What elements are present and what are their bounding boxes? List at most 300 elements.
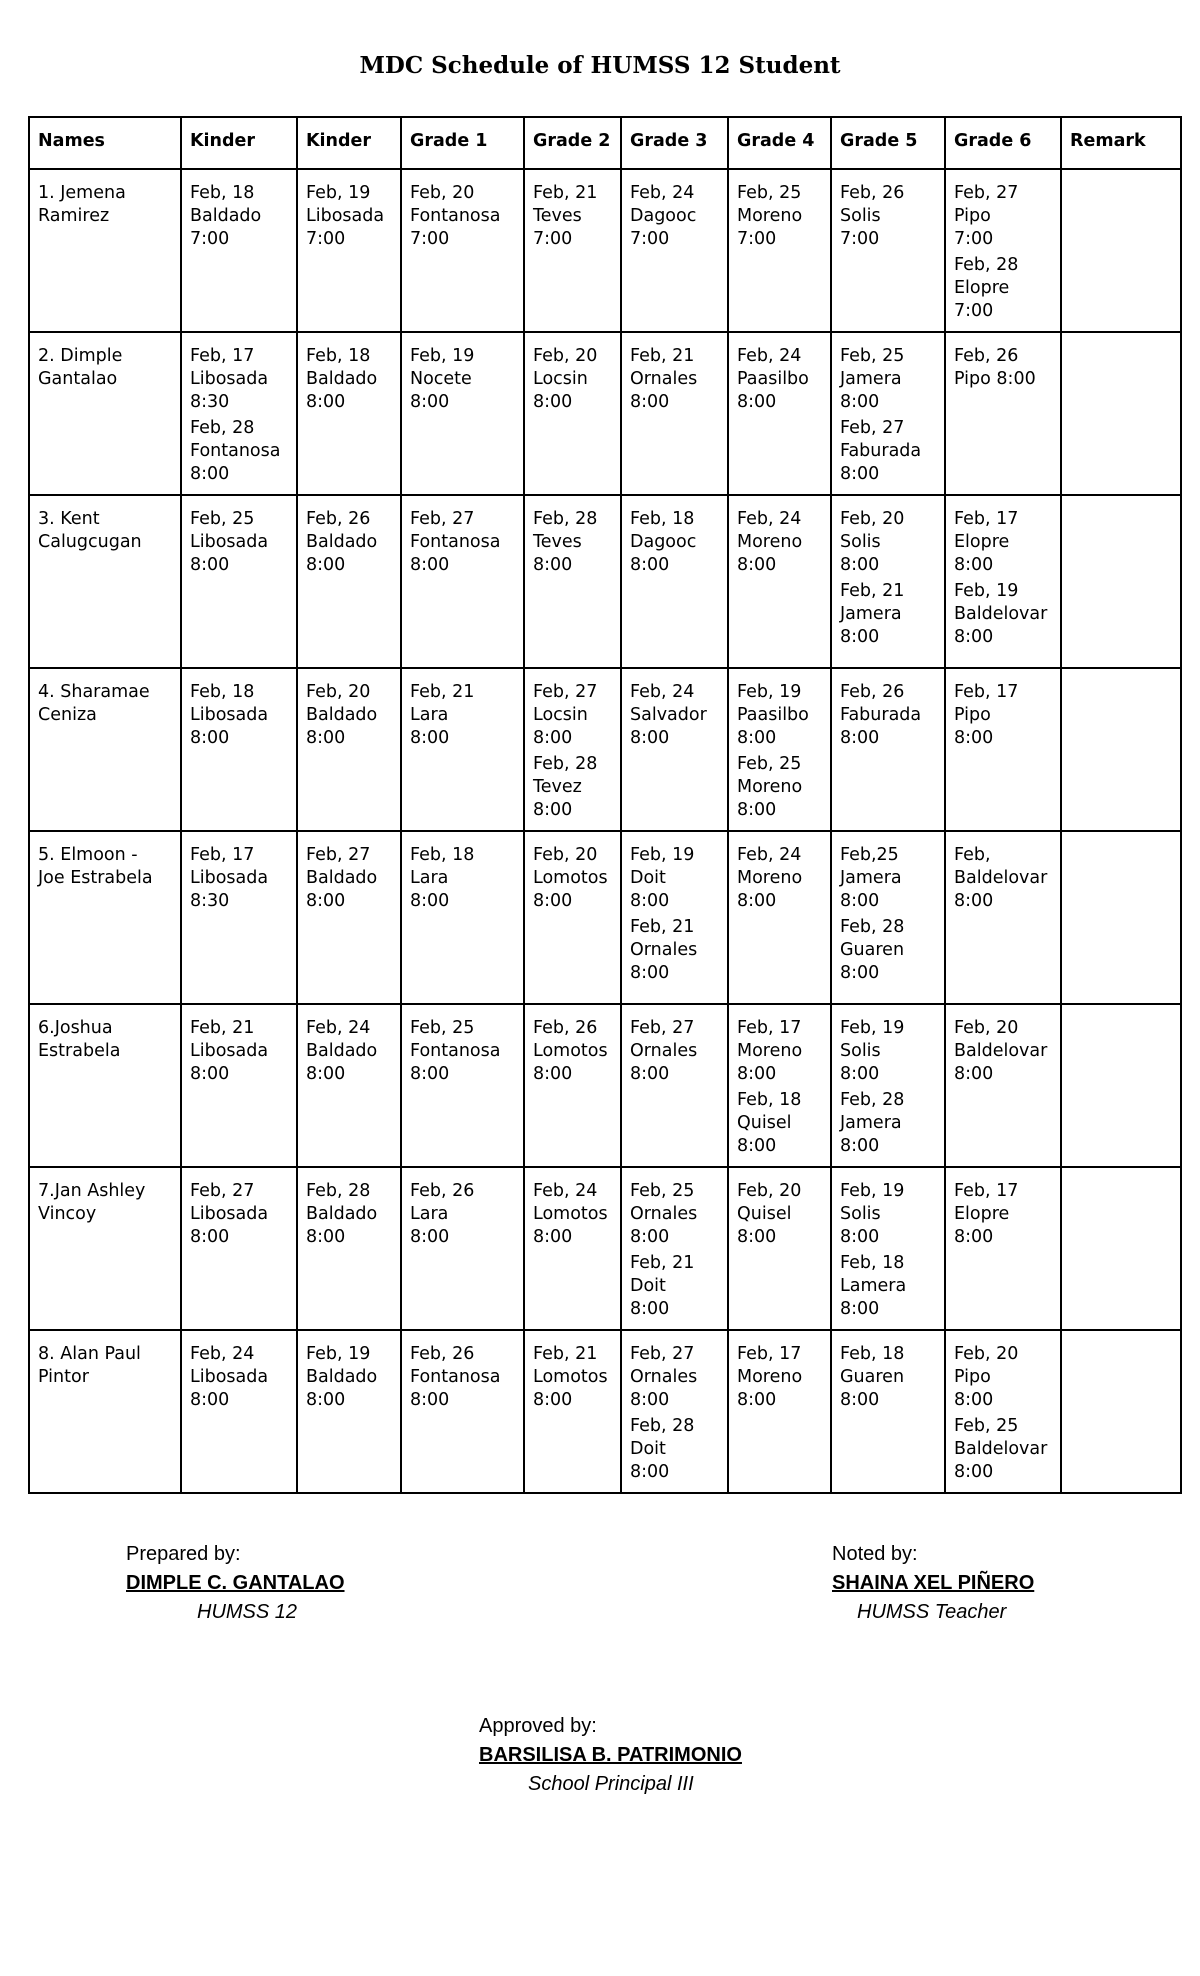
schedule-entry-line: 8:00 [630, 1389, 670, 1410]
remark-cell [1061, 332, 1181, 495]
schedule-entry-line: Jamera [840, 368, 902, 389]
schedule-cell [831, 332, 945, 495]
schedule-entry-line: 7:00 [410, 228, 450, 249]
schedule-entry-line: 8:00 [737, 799, 777, 820]
schedule-entry-line: Feb, 24 [190, 1344, 255, 1364]
schedule-entry-line: Feb, 19 [954, 581, 1019, 602]
schedule-entry-line: 8:00 [840, 1298, 880, 1319]
student-name-cell [29, 169, 181, 332]
header-row [29, 117, 1181, 169]
schedule-cell [831, 831, 945, 1004]
schedule-entry [306, 681, 392, 749]
schedule-entry-line: Baldelovar [954, 1439, 1048, 1460]
schedule-entry-line: Feb, 27 [630, 1018, 695, 1038]
schedule-entry [533, 508, 612, 576]
schedule-entry-line: Libosada [190, 1203, 269, 1224]
col-header-names: Names [29, 117, 181, 169]
student-name-line: 4. Sharamae [38, 682, 150, 702]
schedule-entry [630, 916, 719, 984]
schedule-entry-line: Guaren [840, 1366, 905, 1387]
schedule-entry-line: 8:00 [840, 391, 880, 412]
schedule-entry-line: Pipo [954, 1366, 991, 1387]
schedule-entry-line: Moreno [737, 531, 803, 552]
schedule-entry-line: Libosada [190, 531, 269, 552]
schedule-entry-line: Faburada [840, 704, 922, 725]
schedule-entry-line: Feb, 26 [840, 183, 905, 203]
schedule-cell [524, 668, 621, 831]
schedule-entry-line: 8:00 [840, 626, 880, 647]
schedule-entry-line: Moreno [737, 205, 803, 226]
schedule-entry-line: Lara [410, 1203, 449, 1224]
student-name-line: Ceniza [38, 704, 97, 725]
schedule-entry [533, 1343, 612, 1411]
schedule-entry-line: Feb, 25 [190, 509, 255, 529]
schedule-cell [297, 668, 401, 831]
schedule-entry-line: Solis [840, 1203, 881, 1224]
schedule-entry-line: 7:00 [533, 228, 573, 249]
schedule-entry-line: Locsin [533, 368, 588, 389]
schedule-entry-line: 8:00 [954, 1226, 994, 1247]
schedule-entry [840, 681, 936, 749]
schedule-entry [630, 182, 719, 250]
student-name-line: 5. Elmoon - [38, 845, 138, 865]
schedule-entry [306, 1180, 392, 1248]
schedule-entry-line: 8:00 [190, 1226, 230, 1247]
schedule-entry-line: Baldelovar [954, 867, 1048, 888]
schedule-entry [954, 1415, 1052, 1483]
schedule-entry-line: Ornales [630, 1040, 698, 1061]
schedule-entry [840, 844, 936, 912]
schedule-entry-line: Feb, 19 [306, 183, 371, 203]
student-name-line: Vincoy [38, 1203, 97, 1224]
schedule-entry [737, 681, 822, 749]
schedule-cell [621, 332, 728, 495]
schedule-entry-line: 8:00 [840, 463, 880, 484]
schedule-cell [181, 1330, 297, 1493]
schedule-entry [840, 1343, 936, 1411]
schedule-entry-line: Feb, 28 [533, 509, 598, 529]
schedule-entry-line: Quisel [737, 1203, 792, 1224]
schedule-entry-line: Tevez [533, 777, 582, 798]
schedule-entry [410, 508, 515, 576]
schedule-entry-line: Fontanosa [410, 531, 501, 552]
schedule-cell [621, 1167, 728, 1330]
schedule-entry-line: Ornales [630, 940, 698, 961]
schedule-entry-line: Feb, 19 [630, 845, 695, 865]
schedule-cell [524, 831, 621, 1004]
prepared-by-role: HUMSS 12 [197, 1601, 298, 1623]
schedule-cell [401, 668, 524, 831]
schedule-entry-line: Feb, 20 [954, 1344, 1019, 1364]
schedule-cell [728, 1330, 831, 1493]
schedule-entry-line: Feb, 21 [533, 1344, 598, 1364]
schedule-cell [297, 831, 401, 1004]
schedule-entry-line: Feb, 28 [306, 1181, 371, 1201]
schedule-entry-line: Feb, 26 [410, 1344, 475, 1364]
schedule-entry-line: Fontanosa [410, 1366, 501, 1387]
schedule-entry [840, 1180, 936, 1248]
schedule-entry-line: 8:00 [954, 626, 994, 647]
schedule-entry-line: Feb, 18 [840, 1344, 905, 1364]
schedule-entry [190, 1017, 288, 1085]
schedule-entry-line: 8:00 [954, 1461, 994, 1482]
schedule-entry-line: Libosada [190, 704, 269, 725]
schedule-entry-line: 8:30 [190, 391, 230, 412]
schedule-entry-line: 8:00 [954, 1389, 994, 1410]
prepared-by-label: Prepared by: [126, 1543, 241, 1565]
schedule-entry [533, 844, 612, 912]
schedule-entry-line: Feb, 26 [306, 509, 371, 529]
schedule-entry-line: Feb, 28 [190, 418, 255, 439]
schedule-entry-line: Libosada [190, 867, 269, 888]
schedule-entry-line: Feb, 25 [630, 1181, 695, 1201]
schedule-entry-line: 7:00 [630, 228, 670, 249]
schedule-cell [181, 1167, 297, 1330]
schedule-entry-line: 8:00 [533, 1226, 573, 1247]
schedule-entry [737, 345, 822, 413]
schedule-entry-line: 8:00 [410, 1389, 450, 1410]
schedule-entry-line: Elopre [954, 278, 1010, 299]
schedule-entry-line: Feb, 28 [840, 1090, 905, 1111]
schedule-entry-line: Dagooc [630, 531, 697, 552]
schedule-entry-line: Baldelovar [954, 604, 1048, 625]
schedule-entry-line: Teves [533, 205, 582, 226]
schedule-entry-line: 8:00 [630, 1226, 670, 1247]
schedule-entry-line: Feb, 17 [954, 1181, 1019, 1201]
schedule-entry [630, 844, 719, 912]
schedule-entry-line: Feb, 21 [190, 1018, 255, 1038]
schedule-cell [945, 831, 1061, 1004]
schedule-entry-line: Feb, 25 [737, 754, 802, 775]
student-name-line: 6.Joshua [38, 1018, 113, 1038]
schedule-entry [840, 508, 936, 576]
schedule-entry-line: 8:00 [410, 1063, 450, 1084]
schedule-entry-line: 8:00 [840, 1063, 880, 1084]
schedule-cell [181, 495, 297, 668]
schedule-entry-line: Feb, 24 [630, 682, 695, 702]
schedule-entry [630, 1180, 719, 1248]
table-row [29, 1004, 1181, 1167]
schedule-cell [831, 1167, 945, 1330]
schedule-cell [401, 169, 524, 332]
student-name-line: 7.Jan Ashley [38, 1181, 146, 1201]
schedule-entry-line: Feb, 28 [630, 1416, 695, 1437]
schedule-cell [297, 1004, 401, 1167]
schedule-entry-line: Pipo [954, 704, 991, 725]
schedule-entry-line: Feb, 21 [630, 917, 695, 938]
noted-by-role: HUMSS Teacher [857, 1601, 1007, 1623]
schedule-entry [190, 1343, 288, 1411]
schedule-entry-line: 8:00 [737, 1226, 777, 1247]
schedule-entry [410, 182, 515, 250]
student-name-line: Estrabela [38, 1040, 121, 1061]
schedule-entry [737, 753, 822, 821]
student-name-cell [29, 1330, 181, 1493]
schedule-cell [524, 332, 621, 495]
student-name-cell [29, 831, 181, 1004]
schedule-entry-line: Feb, 20 [840, 509, 905, 529]
schedule-entry-line: Baldado [306, 867, 378, 888]
student-name-cell [29, 332, 181, 495]
schedule-cell [831, 169, 945, 332]
schedule-entry [410, 345, 515, 413]
schedule-entry [954, 254, 1052, 322]
schedule-entry-line: Baldado [306, 1366, 378, 1387]
noted-by-block [832, 1540, 1034, 1627]
schedule-entry [630, 508, 719, 576]
schedule-entry-line: 8:00 [737, 1135, 777, 1156]
schedule-entry-line: Feb, 24 [533, 1181, 598, 1201]
schedule-entry-line: Libosada [190, 1366, 269, 1387]
schedule-entry-line: 7:00 [306, 228, 346, 249]
schedule-entry-line: Feb, 19 [840, 1018, 905, 1038]
schedule-entry [630, 345, 719, 413]
schedule-entry [737, 1089, 822, 1157]
schedule-entry-line: 8:00 [840, 890, 880, 911]
schedule-entry-line: Lara [410, 704, 449, 725]
schedule-entry [954, 844, 1052, 912]
schedule-entry [533, 681, 612, 749]
student-name-line: Calugcugan [38, 531, 142, 552]
schedule-cell [945, 1167, 1061, 1330]
schedule-entry [954, 1017, 1052, 1085]
schedule-cell [621, 495, 728, 668]
schedule-cell [181, 831, 297, 1004]
table-row [29, 169, 1181, 332]
schedule-entry-line: Feb, 20 [954, 1018, 1019, 1038]
schedule-entry-line: Feb, 27 [840, 418, 905, 439]
schedule-entry [190, 681, 288, 749]
schedule-entry [737, 844, 822, 912]
schedule-entry [410, 844, 515, 912]
schedule-entry [954, 1180, 1052, 1248]
document-title: MDC Schedule of HUMSS 12 Student [359, 52, 841, 79]
schedule-cell [297, 495, 401, 668]
schedule-entry-line: Feb, 25 [737, 183, 802, 203]
schedule-entry-line: Baldelovar [954, 1040, 1048, 1061]
schedule-entry-line: Elopre [954, 531, 1010, 552]
schedule-entry-line: 8:00 [533, 799, 573, 820]
schedule-entry-line: Feb, 27 [954, 183, 1019, 203]
col-header-remark: Remark [1061, 117, 1181, 169]
schedule-entry-line: Jamera [840, 867, 902, 888]
approved-by-block [479, 1712, 742, 1799]
schedule-entry [190, 182, 288, 250]
schedule-cell [621, 1330, 728, 1493]
schedule-entry-line: Feb, 20 [306, 682, 371, 702]
schedule-cell [621, 169, 728, 332]
schedule-entry-line: Fontanosa [410, 205, 501, 226]
remark-cell [1061, 831, 1181, 1004]
schedule-entry-line: Feb, 21 [630, 1253, 695, 1274]
remark-cell [1061, 668, 1181, 831]
schedule-entry [840, 1017, 936, 1085]
schedule-cell [401, 1330, 524, 1493]
noted-by-name: SHAINA XEL PIÑERO [832, 1572, 1035, 1594]
schedule-cell [524, 495, 621, 668]
schedule-entry-line: Solis [840, 1040, 881, 1061]
schedule-cell [728, 332, 831, 495]
schedule-entry-line: 8:00 [410, 1226, 450, 1247]
schedule-entry-line: 8:00 [737, 1063, 777, 1084]
schedule-entry-line: Libosada [190, 1040, 269, 1061]
student-name-line: 2. Dimple [38, 346, 123, 366]
schedule-entry-line: Feb, 28 [954, 255, 1019, 276]
schedule-entry-line: Libosada [190, 368, 269, 389]
schedule-entry-line: 8:00 [306, 727, 346, 748]
student-name-line: 8. Alan Paul [38, 1344, 141, 1364]
schedule-entry [306, 1343, 392, 1411]
schedule-cell [297, 332, 401, 495]
schedule-cell [945, 332, 1061, 495]
schedule-entry-line: Faburada [840, 441, 922, 462]
schedule-entry-line: Feb, 18 [630, 509, 695, 529]
schedule-entry-line: Nocete [410, 368, 472, 389]
schedule-entry-line: Baldado [306, 368, 378, 389]
student-name-line: Gantalao [38, 368, 118, 389]
schedule-cell [524, 1330, 621, 1493]
schedule-entry-line: Libosada [306, 205, 385, 226]
schedule-entry-line: 8:00 [737, 554, 777, 575]
schedule-entry [630, 1415, 719, 1483]
schedule-entry-line: 8:00 [840, 1135, 880, 1156]
schedule-entry-line: Doit [630, 1276, 666, 1297]
schedule-entry [840, 580, 936, 648]
schedule-cell [297, 169, 401, 332]
schedule-entry-line: Lomotos [533, 1366, 608, 1387]
schedule-entry-line: Feb, 24 [630, 183, 695, 203]
student-name-line: Ramirez [38, 205, 110, 226]
student-name-line: Joe Estrabela [38, 867, 153, 888]
schedule-entry-line: Feb, 21 [630, 346, 695, 366]
schedule-entry-line: 8:00 [840, 554, 880, 575]
schedule-entry-line: 8:00 [306, 890, 346, 911]
schedule-cell [181, 169, 297, 332]
schedule-entry-line: Feb, 25 [840, 346, 905, 366]
col-header-grade-2: Grade 2 [524, 117, 621, 169]
schedule-entry-line: Feb, 18 [737, 1090, 802, 1111]
schedule-entry [954, 182, 1052, 250]
schedule-entry-line: Feb, 27 [306, 845, 371, 865]
schedule-entry-line: Fontanosa [190, 441, 281, 462]
student-name-line: Pintor [38, 1366, 89, 1387]
schedule-entry-line: 8:00 [630, 727, 670, 748]
schedule-entry [737, 182, 822, 250]
schedule-cell [945, 495, 1061, 668]
schedule-entry-line: Feb, 18 [840, 1253, 905, 1274]
schedule-entry-line: Salvador [630, 704, 707, 725]
remark-cell [1061, 1330, 1181, 1493]
col-header-kinder-1: Kinder [181, 117, 297, 169]
schedule-entry [410, 1017, 515, 1085]
schedule-entry-line: Ornales [630, 368, 698, 389]
schedule-entry [533, 1017, 612, 1085]
col-header-grade-5: Grade 5 [831, 117, 945, 169]
schedule-entry-line: Feb, 28 [840, 917, 905, 938]
prepared-by-block [126, 1540, 345, 1627]
schedule-entry-line: Feb, 27 [630, 1344, 695, 1364]
schedule-cell [401, 1004, 524, 1167]
schedule-entry-line: 8:00 [630, 1461, 670, 1482]
schedule-entry [306, 1017, 392, 1085]
schedule-entry-line: Feb, 26 [840, 682, 905, 702]
student-name-cell [29, 668, 181, 831]
schedule-entry-line: Locsin [533, 704, 588, 725]
schedule-entry-line: Feb, 24 [306, 1018, 371, 1038]
schedule-entry-line: 8:00 [630, 391, 670, 412]
schedule-entry [737, 1180, 822, 1248]
col-header-grade-1: Grade 1 [401, 117, 524, 169]
schedule-entry [840, 1252, 936, 1320]
schedule-entry-line: 8:00 [533, 727, 573, 748]
schedule-entry [190, 345, 288, 413]
schedule-entry [737, 1343, 822, 1411]
schedule-entry [630, 1252, 719, 1320]
remark-cell [1061, 169, 1181, 332]
approved-by-name: BARSILISA B. PATRIMONIO [479, 1744, 742, 1766]
schedule-cell [524, 169, 621, 332]
schedule-entry [737, 508, 822, 576]
student-name-line: 1. Jemena [38, 183, 126, 203]
schedule-cell [524, 1167, 621, 1330]
schedule-entry-line: 8:00 [533, 391, 573, 412]
schedule-entry-line: Feb, 18 [190, 682, 255, 702]
schedule-entry-line: 7:00 [737, 228, 777, 249]
schedule-entry-line: Feb, 18 [410, 845, 475, 865]
schedule-cell [401, 495, 524, 668]
schedule-entry-line: Feb, 17 [954, 509, 1019, 529]
schedule-entry-line: 8:00 [533, 554, 573, 575]
schedule-entry-line: Ornales [630, 1203, 698, 1224]
col-header-grade-6: Grade 6 [945, 117, 1061, 169]
schedule-entry-line: Feb, 27 [533, 682, 598, 702]
schedule-entry-line: Feb, 26 [954, 346, 1019, 366]
schedule-entry-line: Moreno [737, 867, 803, 888]
schedule-entry-line: Teves [533, 531, 582, 552]
schedule-entry [306, 345, 392, 413]
schedule-entry [410, 681, 515, 749]
schedule-entry-line: 8:00 [410, 554, 450, 575]
schedule-entry-line: 7:00 [954, 228, 994, 249]
schedule-entry-line: Doit [630, 1439, 666, 1460]
schedule-cell [945, 1004, 1061, 1167]
table-row [29, 1167, 1181, 1330]
schedule-entry-line: Moreno [737, 777, 803, 798]
schedule-entry-line: 8:00 [737, 1389, 777, 1410]
schedule-entry [630, 1343, 719, 1411]
schedule-entry-line: Feb, 25 [954, 1416, 1019, 1437]
schedule-entry-line: 8:00 [840, 727, 880, 748]
schedule-entry-line: 7:00 [954, 300, 994, 321]
schedule-entry [630, 1017, 719, 1085]
schedule-entry-line: 8:00 [410, 391, 450, 412]
schedule-entry-line: Feb, 19 [410, 346, 475, 366]
schedule-entry-line: Feb, 20 [737, 1181, 802, 1201]
schedule-entry [954, 580, 1052, 648]
schedule-entry-line: Feb, 25 [410, 1018, 475, 1038]
schedule-cell [181, 668, 297, 831]
schedule-cell [728, 1167, 831, 1330]
schedule-cell [831, 495, 945, 668]
schedule-entry-line: Feb, 28 [533, 754, 598, 775]
schedule-entry-line: Feb, 19 [840, 1181, 905, 1201]
table-row [29, 831, 1181, 1004]
schedule-entry-line: 8:00 [840, 1226, 880, 1247]
schedule-entry-line: 8:00 [306, 391, 346, 412]
schedule-entry [533, 753, 612, 821]
schedule-entry-line: 8:30 [190, 890, 230, 911]
schedule-entry-line: 8:00 [737, 890, 777, 911]
